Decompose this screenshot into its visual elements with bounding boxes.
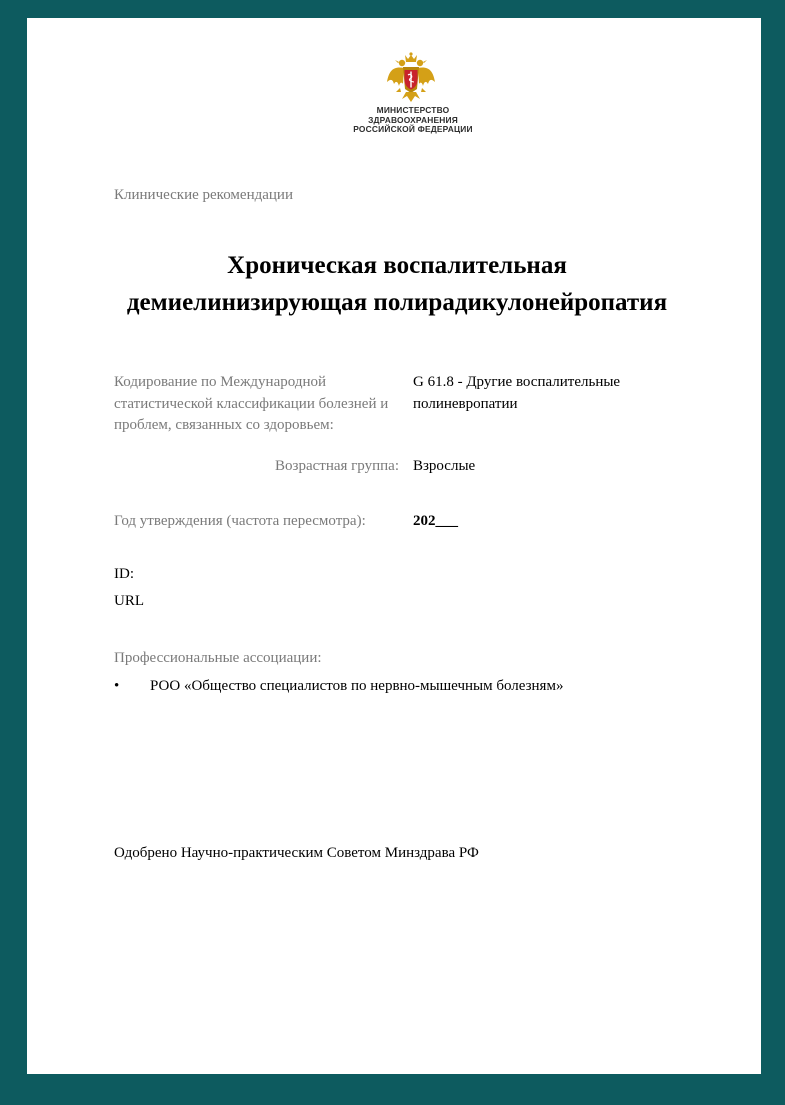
title-line: демиелинизирующая полирадикулонейропатия: [126, 289, 668, 316]
ministry-line: ЗДРАВООХРАНЕНИЯ: [368, 114, 458, 125]
association-name: РОО «Общество специалистов по нервно-мышечным болезням»: [150, 678, 564, 694]
icd-value: G 61.8 - Другие воспалительные полиневропатии: [413, 374, 621, 412]
ministry-line: МИНИСТЕРСТВО: [376, 105, 450, 115]
age-group-value: Взрослые: [413, 458, 476, 474]
document-type: Клинические рекомендации: [114, 187, 293, 203]
ministry-name: [314, 106, 512, 135]
approval-year-value: 202___: [413, 513, 458, 529]
document-title: [27, 247, 767, 321]
approval-year-label: Год утверждения (частота пересмотра):: [114, 513, 366, 529]
id-label: ID:: [114, 566, 134, 582]
title-line: Хроническая воспалительная: [227, 252, 567, 279]
associations-label: Профессиональные ассоциации:: [114, 650, 322, 666]
icd-label: Кодирование по Международной статистической классификации болезней и проблем, связанных со здоровьем:: [114, 374, 389, 433]
coat-of-arms-icon: [386, 52, 436, 104]
approval-statement: Одобрено Научно-практическим Советом Минздрава РФ: [114, 845, 479, 861]
bullet-icon: •: [114, 678, 120, 694]
age-group-label: Возрастная группа:: [275, 458, 399, 474]
document-page: [27, 18, 761, 1074]
url-label: URL: [114, 593, 144, 609]
ministry-line: РОССИЙСКОЙ ФЕДЕРАЦИИ: [353, 124, 473, 135]
